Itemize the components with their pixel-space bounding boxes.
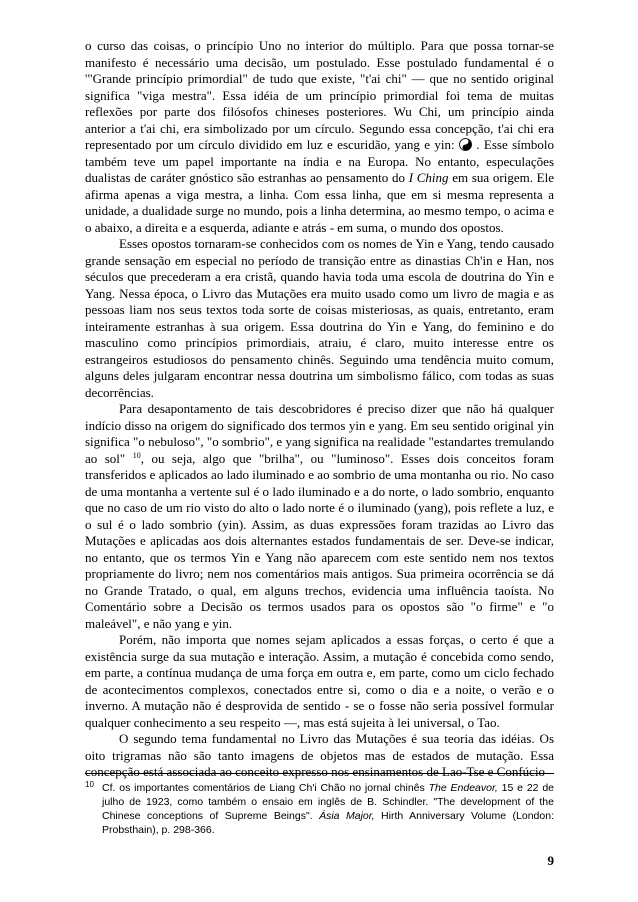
journal-title: The Endeavor, <box>428 782 498 794</box>
paragraph-1 <box>85 38 554 236</box>
paragraph-1-part-a: o curso das coisas, o princípio Uno no interior do múltiplo. Para que possa tornar-se manifesto é necessário uma decisão, um postulado. Esse postulado fundamental é o '"Grande princípio primordial" de tudo que existe, "t'ai chi" — que no sentido original significa "viga mestra". Essa idéia de um princípio primordial foi tema de muitas reflexões por parte dos filósofos chineses posteriores. Wu Chi, um princípio ainda anterior a t'ai chi, era simbolizado por um círculo. Segundo essa concepção, t'ai chi era representado por um círculo dividido em luz e escuridão, yang e yin: <box>85 38 554 152</box>
paragraph-2: Esses opostos tornaram-se conhecidos com os nomes de Yin e Yang, tendo causado grande sensação em especial no período de transição entre as dinastias Ch'in e Han, nos séculos que precederam a era cristã, quando havia toda uma escola de doutrina do Yin e Yang. Nessa época, o Livro das Mutações era muito usado como um livro de magia e as pessoas liam nos seus textos toda sorte de coisas misteriosas, as quais, entretanto, eram inteiramente estranhas à sua origem. Essa doutrina do Yin e Yang, do feminino e do masculino como princípios primordiais, atraiu, é claro, muito interesse entre os estrangeiros estudiosos do pensamento chinês. Seguindo uma tendência muito comum, alguns deles julgaram encontrar nessa doutrina um simbolismo fálico, com todas as suas decorrências. <box>85 236 554 400</box>
paragraph-3 <box>85 401 554 632</box>
page-number: 9 <box>547 853 554 868</box>
footnote-text <box>85 781 554 837</box>
footnote-text-part-b: 15 e 22 de julho de 1923, como também o ensaio em inglês de B. Schindler. "The development of the Chinese conceptions of Supreme Beings". <box>102 782 555 822</box>
footnote-10 <box>85 781 554 837</box>
paragraph-1-part-c: em sua origem. Ele afirma apenas a viga mestra, a linha. Com essa linha, que em si mesma representa a unidade, a dualidade surge no mundo, pois a linha determina, ao mesmo tempo, o acima e o abaixo, a direita e a esquerda, adiante e atrás - em suma, o mundo dos opostos. <box>85 170 555 235</box>
footnote-reference-10[interactable]: 10 <box>132 450 141 460</box>
footnote-divider <box>85 773 554 774</box>
book-title-i-ching: I Ching <box>408 170 449 185</box>
main-text <box>85 38 554 781</box>
paragraph-5: O segundo tema fundamental no Livro das Mutações é sua teoria das idéias. Os oito trigramas não são tanto imagens de objetos mas de estados de mutação. Essa concepção está associada ao conceito expresso nos ensinamentos de Lao-Tse e Confúcio <box>85 731 554 779</box>
journal-title-asia-major: Ásia Major, <box>319 810 375 822</box>
footnote-number: 10 <box>85 780 94 789</box>
paragraph-3-part-a: Para desapontamento de tais descobridores é preciso dizer que não há qualquer indício disso na origem do significado dos termos yin e yang. Em seu sentido original yin significa "o nebuloso", "o sombrio", e yang significa na realidade "estandartes tremulando ao sol" <box>85 401 554 466</box>
paragraph-1-part-b: . Esse símbolo também teve um papel importante na índia e na Europa. No entanto, especulações dualistas de caráter gnóstico são estranhas ao pensamento do <box>85 137 554 185</box>
page-body <box>85 38 554 781</box>
paragraph-3-part-b: , ou seja, algo que "brilha", ou "luminoso". Esses dois conceitos foram transferidos e aplicados ao lado iluminado e ao sombrio de uma montanha ou rio. No caso de uma montanha a vertente sul é o lado iluminado e a do norte, o lado sombrio, enquanto que no caso de um rio visto do alto o lado norte é o iluminado (yang), pois reflete a luz, e o sul é o lado sombrio (yin). Assim, as duas expressões foram trazidas ao Livro das Mutações e aplicadas aos dois alternantes estados fundamentais de ser. Deve-se indicar, no entanto, que os termos Yin e Yang não aparecem com este sentido nem nos textos propriamente do livro; nem nos comentários mais antigos. Sua primeira ocorrência se dá no Grande Tratado, o qual, em alguns trechos, evidencia uma influência taoísta. No Comentário sobre a Decisão os termos usados para os opostos são "o firme" e "o maleável", e não yang e yin. <box>85 450 555 631</box>
footnote-text-part-c: Hirth Anniversary Volume (London: Probsthain), p. 298-366. <box>102 810 554 836</box>
footnote-text-part-a: Cf. os importantes comentários de Liang Ch'i Chão no jornal chinês <box>102 782 429 794</box>
paragraph-4: Porém, não importa que nomes sejam aplicados a essas forças, o certo é que a existência surge da sua mutação e interação. Assim, a mutação é concebida como sendo, em parte, a contínua mudança de uma força em outra e, em parte, como um ciclo fechado de acontecimentos complexos, conectados entre si, como o dia e a noite, o verão e o inverno. A mutação não é desprovida de sentido - se o fosse não seria possível formular qualquer conhecimento a seu respeito —, mas está sujeita à lei universal, o Tao. <box>85 632 554 730</box>
yin-yang-icon <box>459 138 472 151</box>
